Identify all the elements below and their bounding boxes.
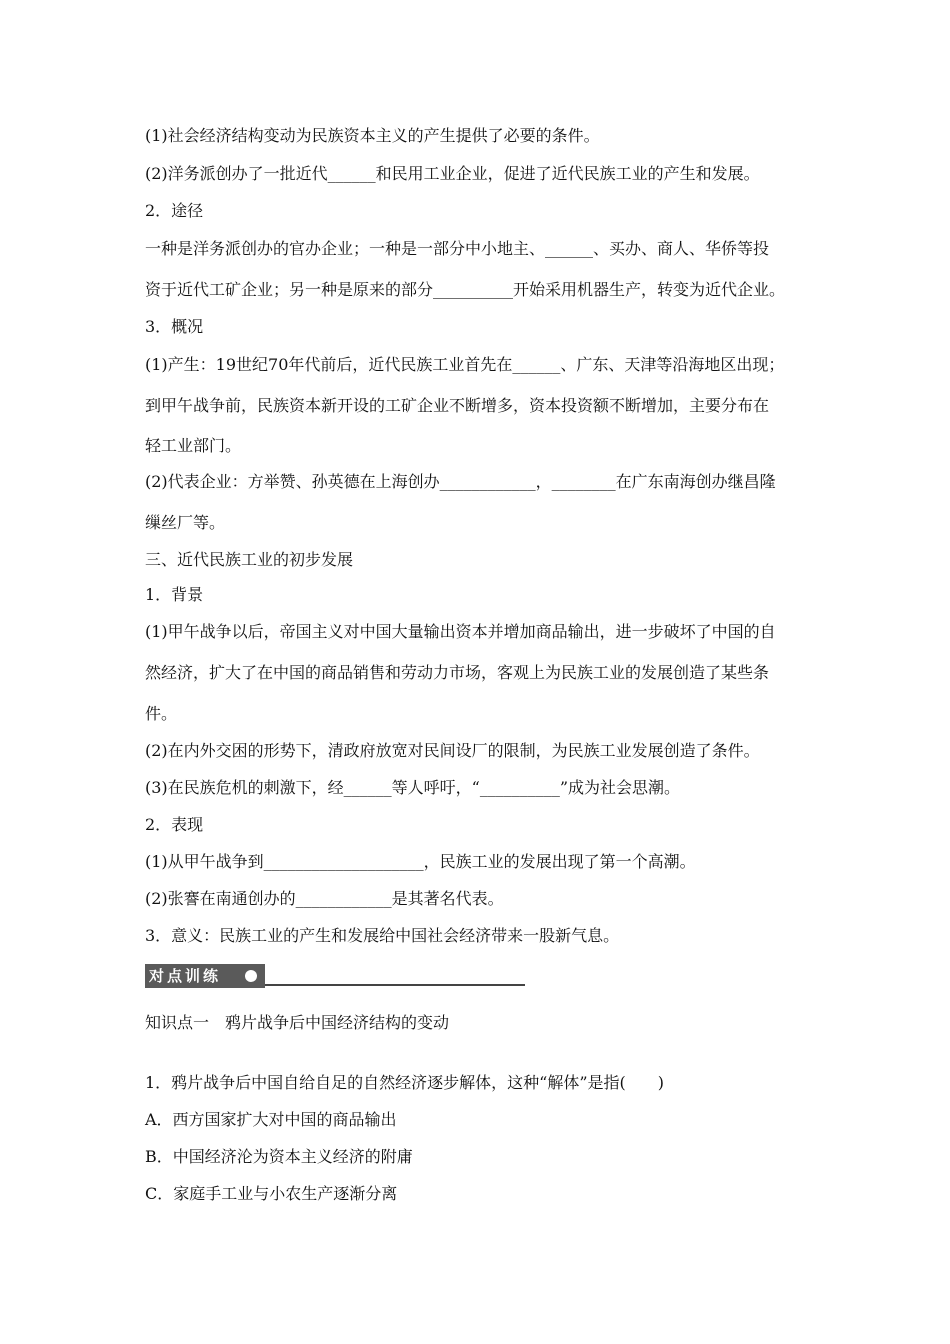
text-line: 件。 [145,704,178,723]
text-line: (3)在民族危机的刺激下，经______等人呼吁，“__________”成为社会思潮。 [145,778,681,797]
knowledge-point-title: 知识点一 鸦片战争后中国经济结构的变动 [145,1013,450,1032]
text-line: 缫丝厂等。 [145,513,226,532]
section-banner [145,964,525,988]
section-heading: 三、近代民族工业的初步发展 [145,550,354,569]
section-banner-label: 对点训练 [145,964,265,988]
text-line: 3．意义：民族工业的产生和发展给中国社会经济带来一股新气息。 [145,926,620,945]
text-line: (1)甲午战争以后，帝国主义对中国大量输出资本并增加商品输出，进一步破坏了中国的自 [145,622,776,641]
bullet-dot-icon [245,970,257,982]
text-line: 到甲午战争前，民族资本新开设的工矿企业不断增多，资本投资额不断增加，主要分布在 [145,396,770,415]
text-line: (1)社会经济结构变动为民族资本主义的产生提供了必要的条件。 [145,126,600,145]
option-b: B．中国经济沦为资本主义经济的附庸 [145,1147,413,1166]
text-line: 轻工业部门。 [145,436,242,455]
text-line: (1)从甲午战争到____________________，民族工业的发展出现了第一个高潮。 [145,852,696,871]
subheading: 2．途径 [145,201,204,220]
text-line: 资于近代工矿企业；另一种是原来的部分__________开始采用机器生产，转变为近代企业。 [145,280,786,299]
text-line: (2)张謇在南通创办的____________是其著名代表。 [145,889,504,908]
subheading: 1．背景 [145,585,204,604]
text-line: 然经济，扩大了在中国的商品销售和劳动力市场，客观上为民族工业的发展创造了某些条 [145,663,770,682]
question-stem: 1．鸦片战争后中国自给自足的自然经济逐步解体，这种“解体”是指( ) [145,1073,665,1092]
divider [265,984,525,986]
text-line: (2)在内外交困的形势下，清政府放宽对民间设厂的限制，为民族工业发展创造了条件。 [145,741,760,760]
subheading: 2．表现 [145,815,204,834]
text-line: (2)代表企业：方举赞、孙英德在上海创办____________，________在广东南海创办继昌隆 [145,472,776,491]
text-line: (2)洋务派创办了一批近代______和民用工业企业，促进了近代民族工业的产生和发展。 [145,164,760,183]
option-a: A．西方国家扩大对中国的商品输出 [145,1110,397,1129]
subheading: 3．概况 [145,317,204,336]
option-c: C．家庭手工业与小农生产逐渐分离 [145,1184,398,1203]
text-line: 一种是洋务派创办的官办企业；一种是一部分中小地主、______、买办、商人、华侨等投 [145,239,770,258]
text-line: (1)产生：19世纪70年代前后，近代民族工业首先在______、广东、天津等沿海地区出现； [145,355,785,374]
